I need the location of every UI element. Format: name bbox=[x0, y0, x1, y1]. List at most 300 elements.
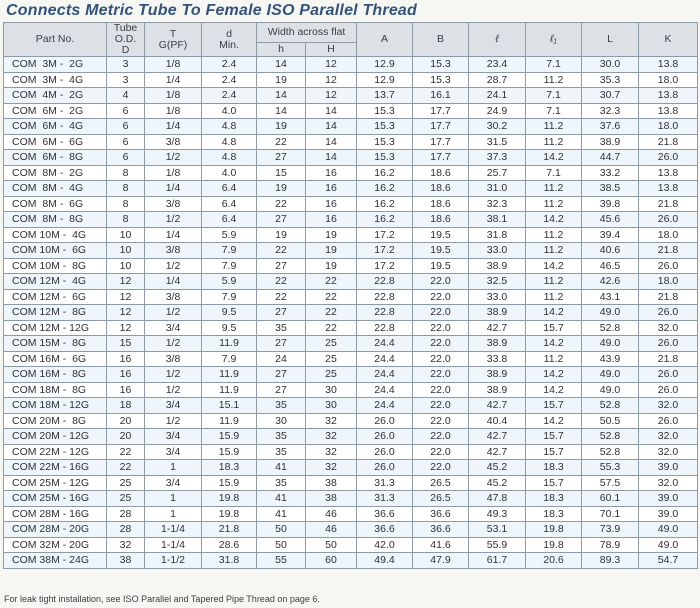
table-cell: 25 bbox=[107, 491, 145, 507]
table-cell: 2.4 bbox=[202, 88, 257, 104]
table-cell: 39.0 bbox=[639, 491, 698, 507]
table-cell: 54.7 bbox=[639, 553, 698, 569]
table-cell: 13.8 bbox=[639, 88, 698, 104]
table-cell: 14.2 bbox=[526, 413, 582, 429]
table-cell: 11.2 bbox=[526, 274, 582, 290]
table-cell: 3 bbox=[107, 57, 145, 73]
table-row bbox=[4, 398, 698, 414]
table-cell: 38 bbox=[306, 475, 357, 491]
table-cell: 12.9 bbox=[357, 72, 413, 88]
table-cell: 26.0 bbox=[639, 258, 698, 274]
table-cell: 38.9 bbox=[469, 367, 526, 383]
table-cell: 50.5 bbox=[582, 413, 639, 429]
table-cell: 4.8 bbox=[202, 150, 257, 166]
header-thread: T G(PF) bbox=[145, 23, 202, 57]
table-cell: 49.0 bbox=[582, 336, 639, 352]
table-cell: 43.1 bbox=[582, 289, 639, 305]
part-number-cell: COM 10M - 8G bbox=[4, 258, 107, 274]
table-cell: 3/4 bbox=[145, 320, 202, 336]
table-cell: 11.2 bbox=[526, 243, 582, 259]
table-cell: 1/8 bbox=[145, 88, 202, 104]
table-cell: 45.2 bbox=[469, 460, 526, 476]
part-number-cell: COM 8M - 6G bbox=[4, 196, 107, 212]
table-cell: 14 bbox=[257, 57, 306, 73]
table-cell: 22 bbox=[257, 289, 306, 305]
header-B: B bbox=[413, 23, 469, 57]
page-title: Connects Metric Tube To Female ISO Parallel Thread bbox=[6, 2, 417, 19]
table-cell: 7.1 bbox=[526, 57, 582, 73]
table-cell: 38.9 bbox=[469, 258, 526, 274]
table-cell: 6.4 bbox=[202, 212, 257, 228]
table-cell: 36.6 bbox=[413, 506, 469, 522]
table-cell: 32.0 bbox=[639, 429, 698, 445]
part-number-cell: COM 8M - 8G bbox=[4, 212, 107, 228]
table-cell: 41 bbox=[257, 491, 306, 507]
table-cell: 16 bbox=[107, 382, 145, 398]
table-cell: 37.6 bbox=[582, 119, 639, 135]
table-cell: 24.4 bbox=[357, 351, 413, 367]
part-number-cell: COM 3M - 4G bbox=[4, 72, 107, 88]
table-body bbox=[4, 57, 698, 569]
table-cell: 46 bbox=[306, 522, 357, 538]
table-row bbox=[4, 506, 698, 522]
table-cell: 9.5 bbox=[202, 320, 257, 336]
table-cell: 22.8 bbox=[357, 305, 413, 321]
table-cell: 30 bbox=[257, 413, 306, 429]
table-cell: 14 bbox=[306, 119, 357, 135]
table-cell: 55 bbox=[257, 553, 306, 569]
table-cell: 55.3 bbox=[582, 460, 639, 476]
table-cell: 50 bbox=[257, 537, 306, 553]
table-cell: 73.9 bbox=[582, 522, 639, 538]
table-cell: 14.2 bbox=[526, 150, 582, 166]
table-row bbox=[4, 537, 698, 553]
table-cell: 24.4 bbox=[357, 336, 413, 352]
table-cell: 18.6 bbox=[413, 196, 469, 212]
table-cell: 19.5 bbox=[413, 243, 469, 259]
table-cell: 25 bbox=[306, 351, 357, 367]
table-cell: 14.2 bbox=[526, 212, 582, 228]
table-cell: 11.2 bbox=[526, 289, 582, 305]
table-cell: 36.6 bbox=[357, 506, 413, 522]
table-cell: 26.0 bbox=[357, 429, 413, 445]
table-cell: 21.8 bbox=[639, 196, 698, 212]
table-cell: 32 bbox=[306, 413, 357, 429]
table-cell: 32.5 bbox=[469, 274, 526, 290]
table-cell: 18.3 bbox=[526, 460, 582, 476]
table-cell: 2.4 bbox=[202, 57, 257, 73]
table-cell: 46.5 bbox=[582, 258, 639, 274]
table-cell: 6 bbox=[107, 150, 145, 166]
table-cell: 15.7 bbox=[526, 429, 582, 445]
table-cell: 15.3 bbox=[357, 150, 413, 166]
table-cell: 52.8 bbox=[582, 320, 639, 336]
table-cell: 35 bbox=[257, 320, 306, 336]
table-cell: 47.8 bbox=[469, 491, 526, 507]
table-cell: 12.9 bbox=[357, 57, 413, 73]
table-cell: 49.0 bbox=[582, 367, 639, 383]
table-cell: 1/4 bbox=[145, 181, 202, 197]
part-number-cell: COM 20M - 12G bbox=[4, 429, 107, 445]
table-cell: 10 bbox=[107, 243, 145, 259]
table-cell: 7.9 bbox=[202, 289, 257, 305]
table-cell: 22 bbox=[107, 460, 145, 476]
table-cell: 37.3 bbox=[469, 150, 526, 166]
table-cell: 19.8 bbox=[202, 506, 257, 522]
table-cell: 6 bbox=[107, 103, 145, 119]
table-cell: 41 bbox=[257, 506, 306, 522]
table-cell: 19 bbox=[257, 72, 306, 88]
table-cell: 24 bbox=[257, 351, 306, 367]
table-cell: 13.8 bbox=[639, 57, 698, 73]
table-cell: 4.8 bbox=[202, 119, 257, 135]
table-cell: 19 bbox=[306, 258, 357, 274]
table-cell: 11.2 bbox=[526, 134, 582, 150]
table-cell: 27 bbox=[257, 336, 306, 352]
table-cell: 39.8 bbox=[582, 196, 639, 212]
table-cell: 7.1 bbox=[526, 103, 582, 119]
table-cell: 78.9 bbox=[582, 537, 639, 553]
table-cell: 6 bbox=[107, 134, 145, 150]
table-cell: 31.0 bbox=[469, 181, 526, 197]
table-cell: 40.6 bbox=[582, 243, 639, 259]
table-cell: 22.8 bbox=[357, 274, 413, 290]
table-cell: 1-1/2 bbox=[145, 553, 202, 569]
table-cell: 3 bbox=[107, 72, 145, 88]
table-cell: 1 bbox=[145, 506, 202, 522]
table-cell: 32.3 bbox=[582, 103, 639, 119]
table-cell: 8 bbox=[107, 165, 145, 181]
table-cell: 11.9 bbox=[202, 382, 257, 398]
table-cell: 33.0 bbox=[469, 243, 526, 259]
table-cell: 22 bbox=[257, 274, 306, 290]
table-cell: 17.7 bbox=[413, 134, 469, 150]
table-cell: 8 bbox=[107, 212, 145, 228]
table-cell: 27 bbox=[257, 305, 306, 321]
table-cell: 16 bbox=[107, 351, 145, 367]
table-cell: 1/4 bbox=[145, 119, 202, 135]
table-cell: 36.6 bbox=[413, 522, 469, 538]
table-cell: 1/2 bbox=[145, 305, 202, 321]
part-number-cell: COM 16M - 8G bbox=[4, 367, 107, 383]
table-row bbox=[4, 460, 698, 476]
table-cell: 18.0 bbox=[639, 119, 698, 135]
table-cell: 42.0 bbox=[357, 537, 413, 553]
table-cell: 49.3 bbox=[469, 506, 526, 522]
header-width-across-flat: Width across flat bbox=[257, 23, 357, 43]
part-number-cell: COM 20M - 8G bbox=[4, 413, 107, 429]
header-h: h bbox=[257, 43, 306, 57]
table-cell: 22.0 bbox=[413, 274, 469, 290]
table-cell: 43.9 bbox=[582, 351, 639, 367]
part-number-cell: COM 3M - 2G bbox=[4, 57, 107, 73]
part-number-cell: COM 28M - 16G bbox=[4, 506, 107, 522]
table-cell: 14 bbox=[306, 134, 357, 150]
table-row bbox=[4, 134, 698, 150]
table-row bbox=[4, 88, 698, 104]
table-cell: 39.4 bbox=[582, 227, 639, 243]
table-row bbox=[4, 289, 698, 305]
table-row bbox=[4, 212, 698, 228]
table-cell: 24.4 bbox=[357, 367, 413, 383]
table-cell: 60.1 bbox=[582, 491, 639, 507]
table-cell: 20 bbox=[107, 413, 145, 429]
spec-table bbox=[3, 22, 698, 569]
part-number-cell: COM 12M - 4G bbox=[4, 274, 107, 290]
table-cell: 5.9 bbox=[202, 274, 257, 290]
part-number-cell: COM 25M - 16G bbox=[4, 491, 107, 507]
table-cell: 22 bbox=[257, 134, 306, 150]
part-number-cell: COM 8M - 4G bbox=[4, 181, 107, 197]
table-cell: 15.3 bbox=[357, 134, 413, 150]
table-cell: 53.1 bbox=[469, 522, 526, 538]
table-cell: 41.6 bbox=[413, 537, 469, 553]
header-part-no: Part No. bbox=[4, 23, 107, 57]
table-cell: 11.2 bbox=[526, 72, 582, 88]
footnote: For leak tight installation, see ISO Parallel and Tapered Pipe Thread on page 6. bbox=[4, 594, 320, 604]
table-cell: 11.2 bbox=[526, 351, 582, 367]
table-row bbox=[4, 475, 698, 491]
table-row bbox=[4, 444, 698, 460]
table-cell: 26.0 bbox=[639, 413, 698, 429]
table-cell: 42.7 bbox=[469, 398, 526, 414]
table-row bbox=[4, 274, 698, 290]
header-A: A bbox=[357, 23, 413, 57]
table-cell: 18.3 bbox=[526, 491, 582, 507]
table-cell: 40.4 bbox=[469, 413, 526, 429]
table-cell: 13.8 bbox=[639, 165, 698, 181]
table-cell: 14 bbox=[257, 88, 306, 104]
table-cell: 14 bbox=[306, 150, 357, 166]
table-cell: 70.1 bbox=[582, 506, 639, 522]
part-number-cell: COM 8M - 2G bbox=[4, 165, 107, 181]
table-row bbox=[4, 103, 698, 119]
table-cell: 52.8 bbox=[582, 429, 639, 445]
table-cell: 26.0 bbox=[357, 444, 413, 460]
table-cell: 1/2 bbox=[145, 367, 202, 383]
part-number-cell: COM 6M - 8G bbox=[4, 150, 107, 166]
table-row bbox=[4, 553, 698, 569]
table-row bbox=[4, 351, 698, 367]
table-cell: 30.0 bbox=[582, 57, 639, 73]
table-cell: 22 bbox=[306, 289, 357, 305]
table-cell: 33.2 bbox=[582, 165, 639, 181]
table-cell: 11.9 bbox=[202, 413, 257, 429]
table-cell: 3/8 bbox=[145, 289, 202, 305]
table-cell: 30.2 bbox=[469, 119, 526, 135]
table-cell: 15.1 bbox=[202, 398, 257, 414]
table-cell: 7.9 bbox=[202, 351, 257, 367]
table-cell: 61.7 bbox=[469, 553, 526, 569]
table-cell: 52.8 bbox=[582, 398, 639, 414]
table-cell: 17.2 bbox=[357, 258, 413, 274]
table-cell: 15.3 bbox=[357, 103, 413, 119]
table-cell: 22.0 bbox=[413, 336, 469, 352]
table-cell: 16.1 bbox=[413, 88, 469, 104]
table-row bbox=[4, 165, 698, 181]
table-cell: 5.9 bbox=[202, 227, 257, 243]
table-cell: 25.7 bbox=[469, 165, 526, 181]
table-cell: 49.0 bbox=[639, 537, 698, 553]
table-cell: 31.3 bbox=[357, 475, 413, 491]
table-cell: 21.8 bbox=[639, 243, 698, 259]
part-number-cell: COM 28M - 20G bbox=[4, 522, 107, 538]
table-cell: 19 bbox=[306, 243, 357, 259]
table-cell: 22 bbox=[306, 305, 357, 321]
table-row bbox=[4, 119, 698, 135]
header-l: ℓ bbox=[469, 23, 526, 57]
table-cell: 25 bbox=[306, 336, 357, 352]
table-row bbox=[4, 258, 698, 274]
table-cell: 28 bbox=[107, 506, 145, 522]
table-cell: 39.0 bbox=[639, 506, 698, 522]
table-cell: 49.0 bbox=[582, 382, 639, 398]
table-cell: 14.2 bbox=[526, 367, 582, 383]
table-cell: 19 bbox=[257, 181, 306, 197]
table-cell: 7.9 bbox=[202, 258, 257, 274]
header-d-min: d Min. bbox=[202, 23, 257, 57]
table-cell: 4.0 bbox=[202, 165, 257, 181]
table-cell: 49.0 bbox=[582, 305, 639, 321]
table-cell: 19.8 bbox=[202, 491, 257, 507]
table-cell: 7.9 bbox=[202, 243, 257, 259]
table-cell: 42.7 bbox=[469, 320, 526, 336]
table-cell: 32.0 bbox=[639, 444, 698, 460]
table-cell: 18.3 bbox=[526, 506, 582, 522]
table-cell: 19.5 bbox=[413, 227, 469, 243]
table-cell: 31.8 bbox=[202, 553, 257, 569]
table-cell: 30 bbox=[306, 382, 357, 398]
part-number-cell: COM 16M - 6G bbox=[4, 351, 107, 367]
table-row bbox=[4, 382, 698, 398]
table-cell: 3/8 bbox=[145, 196, 202, 212]
table-cell: 10 bbox=[107, 227, 145, 243]
table-cell: 10 bbox=[107, 258, 145, 274]
table-cell: 19.8 bbox=[526, 537, 582, 553]
header-L: L bbox=[582, 23, 639, 57]
table-cell: 22 bbox=[306, 274, 357, 290]
table-cell: 38.1 bbox=[469, 212, 526, 228]
table-cell: 4.0 bbox=[202, 103, 257, 119]
table-cell: 18.0 bbox=[639, 72, 698, 88]
part-number-cell: COM 38M - 24G bbox=[4, 553, 107, 569]
table-cell: 14.2 bbox=[526, 336, 582, 352]
table-cell: 9.5 bbox=[202, 305, 257, 321]
table-cell: 17.2 bbox=[357, 243, 413, 259]
table-cell: 16 bbox=[306, 165, 357, 181]
table-cell: 1/2 bbox=[145, 413, 202, 429]
table-cell: 49.4 bbox=[357, 553, 413, 569]
table-row bbox=[4, 57, 698, 73]
table-cell: 14 bbox=[306, 103, 357, 119]
table-cell: 27 bbox=[257, 367, 306, 383]
table-cell: 36.6 bbox=[357, 522, 413, 538]
table-cell: 22.0 bbox=[413, 429, 469, 445]
table-row bbox=[4, 367, 698, 383]
table-cell: 16 bbox=[107, 367, 145, 383]
table-row bbox=[4, 413, 698, 429]
table-cell: 17.7 bbox=[413, 150, 469, 166]
table-cell: 6 bbox=[107, 119, 145, 135]
table-cell: 1/2 bbox=[145, 336, 202, 352]
table-cell: 11.9 bbox=[202, 367, 257, 383]
table-cell: 16.2 bbox=[357, 181, 413, 197]
table-cell: 1/8 bbox=[145, 103, 202, 119]
table-cell: 47.9 bbox=[413, 553, 469, 569]
table-cell: 22.0 bbox=[413, 413, 469, 429]
table-cell: 15.3 bbox=[357, 119, 413, 135]
table-row bbox=[4, 320, 698, 336]
table-cell: 16.2 bbox=[357, 196, 413, 212]
table-cell: 25 bbox=[306, 367, 357, 383]
table-cell: 22.0 bbox=[413, 320, 469, 336]
table-cell: 22.0 bbox=[413, 367, 469, 383]
table-cell: 26.5 bbox=[413, 491, 469, 507]
table-row bbox=[4, 336, 698, 352]
table-cell: 25 bbox=[107, 475, 145, 491]
table-cell: 15.7 bbox=[526, 398, 582, 414]
table-cell: 3/8 bbox=[145, 351, 202, 367]
table-cell: 35 bbox=[257, 429, 306, 445]
table-cell: 2.4 bbox=[202, 72, 257, 88]
header-K: K bbox=[639, 23, 698, 57]
table-cell: 15 bbox=[257, 165, 306, 181]
table-cell: 15.3 bbox=[413, 57, 469, 73]
table-cell: 11.2 bbox=[526, 196, 582, 212]
table-cell: 35 bbox=[257, 444, 306, 460]
table-cell: 32 bbox=[306, 444, 357, 460]
table-cell: 6.4 bbox=[202, 196, 257, 212]
table-cell: 60 bbox=[306, 553, 357, 569]
table-cell: 49.0 bbox=[639, 522, 698, 538]
table-row bbox=[4, 72, 698, 88]
table-cell: 38.9 bbox=[469, 305, 526, 321]
table-cell: 27 bbox=[257, 382, 306, 398]
table-cell: 3/4 bbox=[145, 429, 202, 445]
table-cell: 27 bbox=[257, 212, 306, 228]
table-cell: 12 bbox=[306, 72, 357, 88]
table-cell: 13.7 bbox=[357, 88, 413, 104]
table-cell: 45.2 bbox=[469, 475, 526, 491]
table-cell: 18.6 bbox=[413, 181, 469, 197]
table-cell: 24.9 bbox=[469, 103, 526, 119]
table-cell: 18.6 bbox=[413, 165, 469, 181]
table-cell: 22.0 bbox=[413, 382, 469, 398]
table-cell: 21.8 bbox=[639, 134, 698, 150]
table-cell: 3/4 bbox=[145, 398, 202, 414]
table-row bbox=[4, 522, 698, 538]
table-row bbox=[4, 181, 698, 197]
table-cell: 12 bbox=[306, 88, 357, 104]
table-cell: 21.8 bbox=[639, 351, 698, 367]
table-cell: 57.5 bbox=[582, 475, 639, 491]
table-cell: 38.9 bbox=[469, 336, 526, 352]
part-number-cell: COM 6M - 6G bbox=[4, 134, 107, 150]
table-row bbox=[4, 491, 698, 507]
part-number-cell: COM 18M - 8G bbox=[4, 382, 107, 398]
table-cell: 44.7 bbox=[582, 150, 639, 166]
table-cell: 42.6 bbox=[582, 274, 639, 290]
table-cell: 16 bbox=[306, 181, 357, 197]
table-cell: 50 bbox=[257, 522, 306, 538]
part-number-cell: COM 6M - 4G bbox=[4, 119, 107, 135]
table-cell: 18 bbox=[107, 398, 145, 414]
table-cell: 15.7 bbox=[526, 320, 582, 336]
table-cell: 32.3 bbox=[469, 196, 526, 212]
table-cell: 11.2 bbox=[526, 119, 582, 135]
table-cell: 42.7 bbox=[469, 444, 526, 460]
table-cell: 3/4 bbox=[145, 444, 202, 460]
